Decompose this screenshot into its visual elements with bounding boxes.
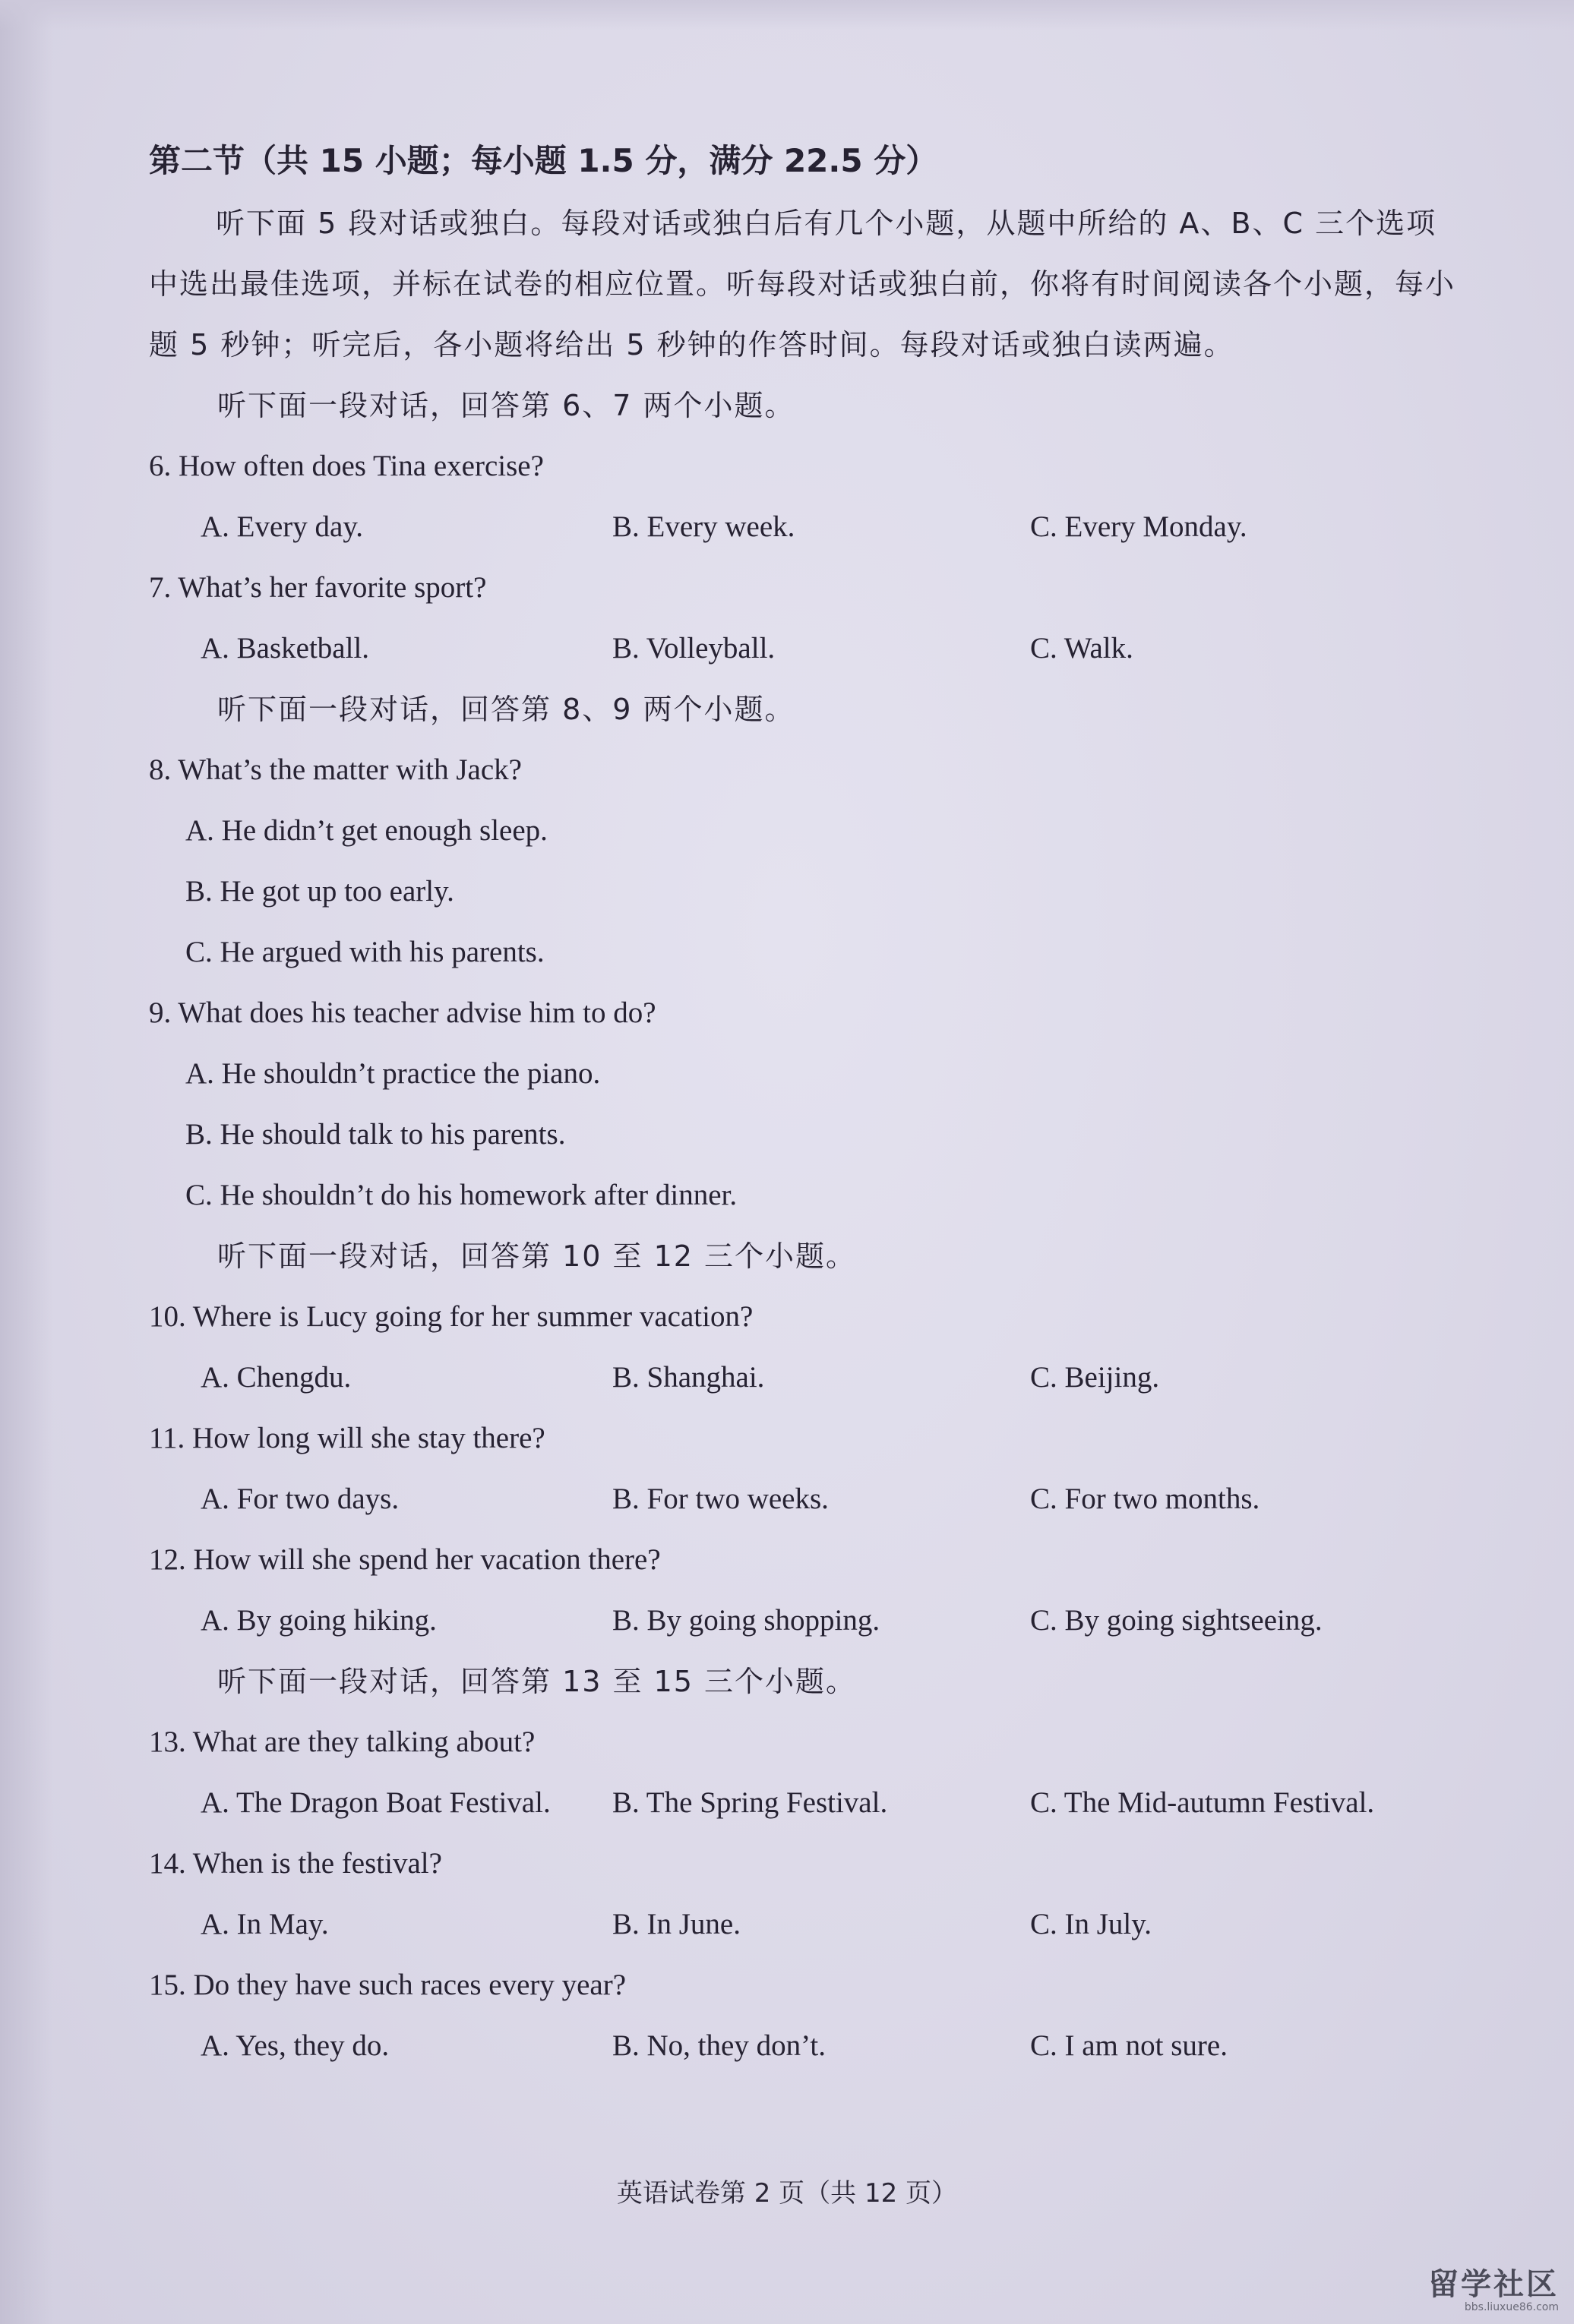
question-text: 11. How long will she stay there? <box>149 1422 545 1454</box>
instruction-q10-12: 听下面一段对话，回答第 10 至 12 三个小题。 <box>217 1239 857 1273</box>
watermark-title: 留学社区 <box>1428 2267 1559 2302</box>
question-7 <box>149 557 1455 679</box>
question-text: 9. What does his teacher advise him to do? <box>149 996 656 1029</box>
watermark-url: bbs.liuxue86.com <box>1464 2301 1559 2313</box>
question-text: 10. Where is Lucy going for her summer vacation? <box>149 1300 754 1333</box>
question-11 <box>149 1408 1455 1530</box>
option-c: C. I am not sure. <box>1030 2029 1228 2062</box>
option-c: C. He argued with his parents. <box>185 936 545 968</box>
option-a: A. He shouldn’t practice the piano. <box>185 1057 601 1090</box>
option-c: C. The Mid-autumn Festival. <box>1030 1786 1375 1819</box>
question-text: 8. What’s the matter with Jack? <box>149 753 522 786</box>
options-row <box>149 1347 1455 1408</box>
question-text: 6. How often does Tina exercise? <box>149 450 544 482</box>
question-13 <box>149 1712 1455 1833</box>
option-a: A. He didn’t get enough sleep. <box>185 814 548 847</box>
option-a: A. Yes, they do. <box>201 2029 390 2062</box>
section-intro: 听下面 5 段对话或独白。每段对话或独白后有几个小题，从题中所给的 A、B、C 三个选项中选出最佳选项，并标在试卷的相应位置。听每段对话或独白前，你将有时间阅读各个小题，每小题 5 秒钟；听完后，各小题将给出 5 秒钟的作答时间。每段对话或独白读两遍。 <box>149 207 1456 362</box>
option-b: B. Volleyball. <box>612 632 776 665</box>
option-a: A. The Dragon Boat Festival. <box>201 1786 551 1819</box>
question-9 <box>149 983 1455 1226</box>
question-text: 12. How will she spend her vacation there? <box>149 1543 661 1576</box>
question-text: 15. Do they have such races every year? <box>149 1969 627 2001</box>
option-b: B. Every week. <box>612 510 795 543</box>
option-c: C. In July. <box>1030 1908 1152 1940</box>
option-c: C. He shouldn’t do his homework after dinner. <box>185 1179 738 1211</box>
option-a: A. For two days. <box>201 1482 400 1515</box>
option-b: B. In June. <box>612 1908 741 1940</box>
scan-shadow-top <box>0 0 1574 30</box>
option-b: B. By going shopping. <box>612 1604 880 1637</box>
options-row <box>149 1773 1455 1833</box>
question-10 <box>149 1287 1455 1408</box>
question-15 <box>149 1955 1455 2076</box>
page-content <box>149 129 1455 2076</box>
option-b: B. He got up too early. <box>185 875 454 908</box>
option-a: A. By going hiking. <box>201 1604 437 1637</box>
option-c: C. Beijing. <box>1030 1361 1160 1394</box>
options-row <box>149 1894 1455 1955</box>
options-row <box>149 1590 1455 1651</box>
section-title: 第二节（共 15 小题；每小题 1.5 分，满分 22.5 分） <box>149 142 938 179</box>
option-c: C. Walk. <box>1030 632 1133 665</box>
question-text: 14. When is the festival? <box>149 1847 442 1880</box>
option-b: B. No, they don’t. <box>612 2029 826 2062</box>
question-12 <box>149 1530 1455 1651</box>
options-row <box>149 2016 1455 2076</box>
question-text: 13. What are they talking about? <box>149 1726 536 1758</box>
option-b: B. Shanghai. <box>612 1361 765 1394</box>
question-text: 7. What’s her favorite sport? <box>149 571 487 604</box>
option-c: C. By going sightseeing. <box>1030 1604 1323 1637</box>
option-a: A. Every day. <box>201 510 364 543</box>
option-a: A. Basketball. <box>201 632 370 665</box>
scan-shadow-left <box>0 0 53 2324</box>
question-8 <box>149 740 1455 983</box>
option-a: A. Chengdu. <box>201 1361 352 1394</box>
option-b: B. The Spring Festival. <box>612 1786 888 1819</box>
option-c: C. Every Monday. <box>1030 510 1247 543</box>
option-c: C. For two months. <box>1030 1482 1260 1515</box>
question-6 <box>149 436 1455 557</box>
page-footer: 英语试卷第 2 页（共 12 页） <box>616 2178 958 2209</box>
instruction-q13-15: 听下面一段对话，回答第 13 至 15 三个小题。 <box>217 1665 857 1698</box>
options-row <box>149 1469 1455 1530</box>
options-row <box>149 497 1455 557</box>
options-row <box>149 618 1455 679</box>
option-b: B. For two weeks. <box>612 1482 829 1515</box>
instruction-q8-9: 听下面一段对话，回答第 8、9 两个小题。 <box>217 693 795 726</box>
site-watermark <box>1428 2268 1559 2313</box>
option-a: A. In May. <box>201 1908 329 1940</box>
instruction-q6-7: 听下面一段对话，回答第 6、7 两个小题。 <box>217 389 795 422</box>
option-b: B. He should talk to his parents. <box>185 1118 566 1151</box>
question-14 <box>149 1833 1455 1955</box>
